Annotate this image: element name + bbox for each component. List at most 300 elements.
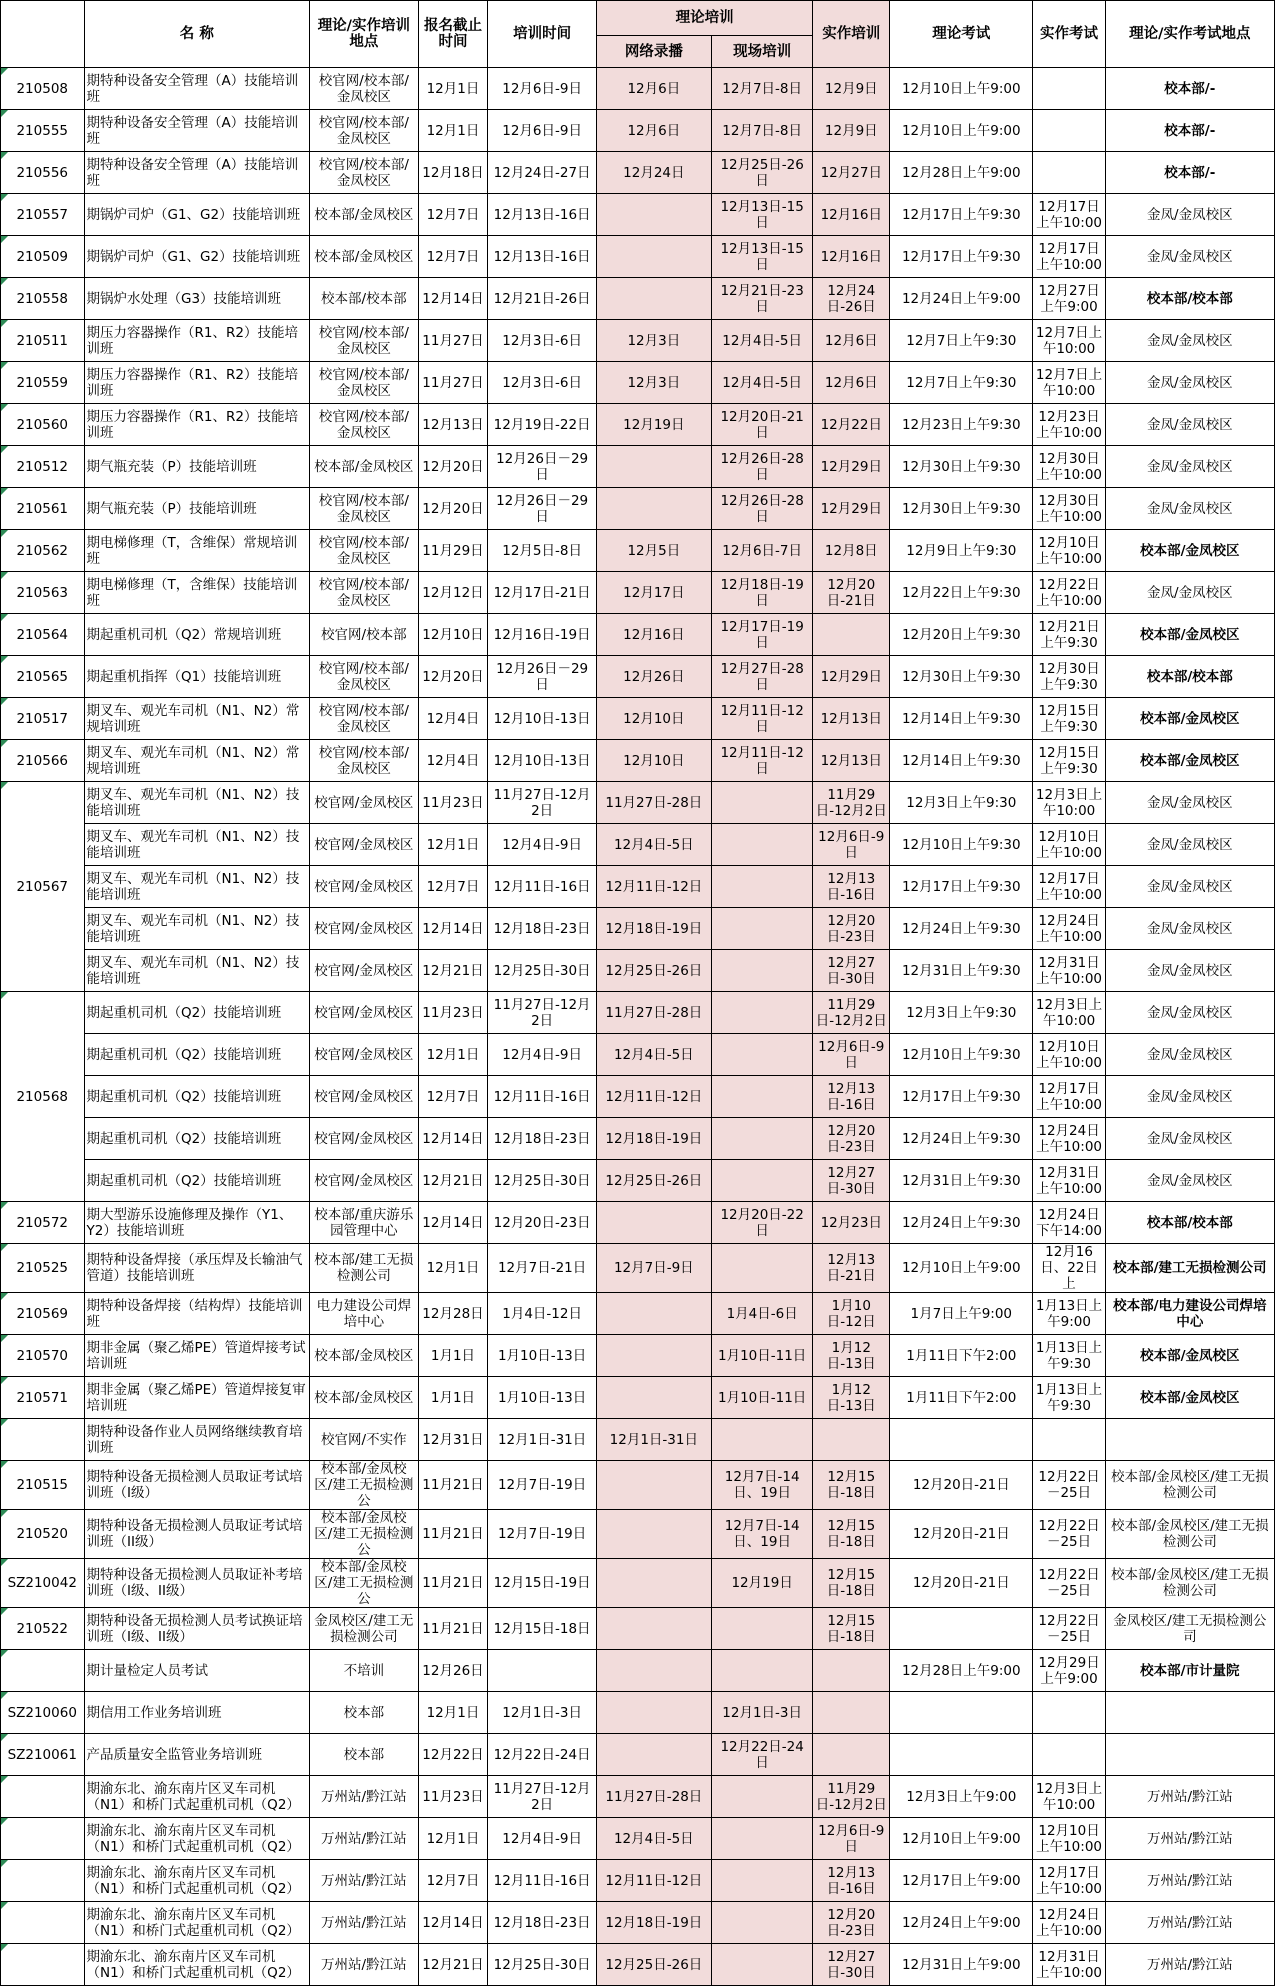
cell-location: 校本部/金凤校区 xyxy=(310,236,418,278)
cell-name: 期压力容器操作（R1、R2）技能培训班 xyxy=(84,362,310,404)
cell-practical: 12月15日-18日 xyxy=(813,1510,890,1559)
cell-theory-exam: 12月20日-21日 xyxy=(890,1461,1033,1510)
cell-code xyxy=(1,1650,85,1692)
cell-online xyxy=(596,1510,711,1559)
table-row xyxy=(1,1118,1275,1160)
cell-location: 万州站/黔江站 xyxy=(310,1776,418,1818)
cell-location: 校官网/金凤校区 xyxy=(310,1076,418,1118)
cell-name: 期电梯修理（T，含维保）技能培训班 xyxy=(84,572,310,614)
cell-practical-exam: 12月24日下午14:00 xyxy=(1033,1202,1105,1244)
table-row xyxy=(1,992,1275,1034)
cell-practical: 11月29日-12月2日 xyxy=(813,782,890,824)
cell-deadline: 12月21日 xyxy=(418,1944,488,1986)
cell-location: 校本部/金凤校区 xyxy=(310,194,418,236)
cell-theory-exam: 12月14日上午9:30 xyxy=(890,698,1033,740)
cell-online xyxy=(596,236,711,278)
cell-train-time: 12月3日-6日 xyxy=(488,320,596,362)
header-train-time: 培训时间 xyxy=(488,1,596,68)
cell-practical: 12月20日-23日 xyxy=(813,908,890,950)
cell-practical: 1月12日-13日 xyxy=(813,1335,890,1377)
cell-exam-location: 金凤/金凤校区 xyxy=(1105,1118,1274,1160)
cell-name: 期起重机司机（Q2）常规培训班 xyxy=(84,614,310,656)
table-row xyxy=(1,1734,1275,1776)
cell-practical: 12月16日 xyxy=(813,236,890,278)
cell-deadline: 12月1日 xyxy=(418,1692,488,1734)
cell-exam-location: 万州站/黔江站 xyxy=(1105,1944,1274,1986)
cell-exam-location: 校本部/校本部 xyxy=(1105,656,1274,698)
cell-code: SZ210060 xyxy=(1,1692,85,1734)
cell-name: 期叉车、观光车司机（N1、N2）常规培训班 xyxy=(84,740,310,782)
table-row xyxy=(1,656,1275,698)
cell-train-time: 12月3日-6日 xyxy=(488,362,596,404)
cell-train-time: 12月7日-19日 xyxy=(488,1461,596,1510)
cell-name: 期锅炉司炉（G1、G2）技能培训班 xyxy=(84,194,310,236)
cell-theory-exam: 12月17日上午9:30 xyxy=(890,236,1033,278)
cell-code xyxy=(1,1818,85,1860)
cell-practical-exam: 12月17日上午10:00 xyxy=(1033,1076,1105,1118)
cell-train-time: 12月26日－29日 xyxy=(488,488,596,530)
cell-theory-exam: 12月28日上午9:00 xyxy=(890,152,1033,194)
cell-online: 12月4日-5日 xyxy=(596,824,711,866)
cell-online: 12月10日 xyxy=(596,740,711,782)
cell-practical xyxy=(813,1734,890,1776)
cell-practical-exam: 12月29日上午9:00 xyxy=(1033,1650,1105,1692)
cell-online xyxy=(596,446,711,488)
table-row xyxy=(1,1860,1275,1902)
cell-location: 校本部/金凤校区/建工无损检测公 xyxy=(310,1461,418,1510)
cell-name: 期信用工作业务培训班 xyxy=(84,1692,310,1734)
cell-online: 12月3日 xyxy=(596,362,711,404)
cell-practical: 12月22日 xyxy=(813,404,890,446)
cell-location: 校本部 xyxy=(310,1734,418,1776)
table-row xyxy=(1,1377,1275,1419)
cell-train-time: 12月16日-19日 xyxy=(488,614,596,656)
cell-onsite: 12月18日-19日 xyxy=(711,572,813,614)
cell-name: 期大型游乐设施修理及操作（Y1、Y2）技能培训班 xyxy=(84,1202,310,1244)
cell-online: 11月27日-28日 xyxy=(596,1776,711,1818)
cell-online: 12月18日-19日 xyxy=(596,908,711,950)
cell-online xyxy=(596,1377,711,1419)
cell-exam-location xyxy=(1105,1419,1274,1461)
cell-theory-exam: 12月17日上午9:30 xyxy=(890,866,1033,908)
cell-online: 12月5日 xyxy=(596,530,711,572)
cell-onsite: 12月25日-26日 xyxy=(711,152,813,194)
cell-location: 金凤校区/建工无损检测公司 xyxy=(310,1608,418,1650)
cell-name: 期起重机司机（Q2）技能培训班 xyxy=(84,1034,310,1076)
cell-online: 12月25日-26日 xyxy=(596,1160,711,1202)
table-row xyxy=(1,782,1275,824)
cell-online: 12月18日-19日 xyxy=(596,1902,711,1944)
cell-onsite: 1月10日-11日 xyxy=(711,1377,813,1419)
cell-name: 期渝东北、渝东南片区叉车司机（N1）和桥门式起重机司机（Q2） xyxy=(84,1776,310,1818)
cell-online: 12月19日 xyxy=(596,404,711,446)
header-theory-training: 理论培训 xyxy=(596,1,813,36)
cell-practical-exam: 12月15日上午9:30 xyxy=(1033,740,1105,782)
cell-deadline: 11月21日 xyxy=(418,1461,488,1510)
cell-deadline: 12月4日 xyxy=(418,740,488,782)
cell-online: 12月17日 xyxy=(596,572,711,614)
cell-code: 210525 xyxy=(1,1244,85,1293)
cell-location: 校官网/校本部/金凤校区 xyxy=(310,488,418,530)
cell-theory-exam: 12月24日上午9:30 xyxy=(890,1202,1033,1244)
cell-train-time: 12月11日-16日 xyxy=(488,1076,596,1118)
cell-location: 万州站/黔江站 xyxy=(310,1860,418,1902)
cell-name: 期非金属（聚乙烯PE）管道焊接复审培训班 xyxy=(84,1377,310,1419)
cell-train-time: 11月27日-12月2日 xyxy=(488,782,596,824)
cell-practical-exam: 12月24日上午10:00 xyxy=(1033,908,1105,950)
cell-train-time: 1月10日-13日 xyxy=(488,1377,596,1419)
cell-theory-exam: 12月10日上午9:00 xyxy=(890,110,1033,152)
cell-online xyxy=(596,1335,711,1377)
cell-location: 校官网/校本部/金凤校区 xyxy=(310,320,418,362)
cell-name: 期起重机司机（Q2）技能培训班 xyxy=(84,1118,310,1160)
table-row xyxy=(1,446,1275,488)
cell-deadline: 12月14日 xyxy=(418,278,488,320)
cell-deadline: 12月1日 xyxy=(418,68,488,110)
cell-name: 期计量检定人员考试 xyxy=(84,1650,310,1692)
cell-practical: 12月29日 xyxy=(813,656,890,698)
cell-onsite: 1月10日-11日 xyxy=(711,1335,813,1377)
cell-exam-location: 万州站/黔江站 xyxy=(1105,1860,1274,1902)
cell-theory-exam: 12月17日上午9:30 xyxy=(890,1076,1033,1118)
cell-practical-exam: 12月30日上午10:00 xyxy=(1033,446,1105,488)
cell-practical-exam: 12月22日－25日 xyxy=(1033,1559,1105,1608)
cell-location: 校官网/金凤校区 xyxy=(310,824,418,866)
cell-location: 校官网/校本部/金凤校区 xyxy=(310,740,418,782)
cell-deadline: 12月21日 xyxy=(418,1160,488,1202)
cell-location: 万州站/黔江站 xyxy=(310,1944,418,1986)
cell-location: 校官网/金凤校区 xyxy=(310,782,418,824)
cell-code: 210568 xyxy=(1,992,85,1202)
cell-online xyxy=(596,278,711,320)
cell-deadline: 12月18日 xyxy=(418,152,488,194)
table-row xyxy=(1,320,1275,362)
cell-exam-location: 校本部/金凤校区 xyxy=(1105,614,1274,656)
cell-practical-exam: 12月16日、22日上 xyxy=(1033,1244,1105,1293)
cell-location: 校官网/校本部/金凤校区 xyxy=(310,68,418,110)
cell-deadline: 12月12日 xyxy=(418,572,488,614)
cell-deadline: 12月22日 xyxy=(418,1734,488,1776)
cell-practical-exam: 12月17日上午10:00 xyxy=(1033,194,1105,236)
cell-practical: 12月24日-26日 xyxy=(813,278,890,320)
cell-location: 校本部 xyxy=(310,1692,418,1734)
cell-code: 210571 xyxy=(1,1377,85,1419)
cell-location: 校官网/金凤校区 xyxy=(310,1034,418,1076)
cell-train-time: 11月27日-12月2日 xyxy=(488,992,596,1034)
cell-onsite xyxy=(711,1902,813,1944)
cell-theory-exam: 12月10日上午9:30 xyxy=(890,824,1033,866)
cell-code: 210562 xyxy=(1,530,85,572)
cell-deadline: 12月31日 xyxy=(418,1419,488,1461)
cell-onsite: 12月7日-14日、19日 xyxy=(711,1510,813,1559)
cell-practical-exam: 12月22日上午10:00 xyxy=(1033,572,1105,614)
table-row xyxy=(1,572,1275,614)
cell-deadline: 12月1日 xyxy=(418,1818,488,1860)
table-row xyxy=(1,1692,1275,1734)
cell-exam-location: 金凤/金凤校区 xyxy=(1105,992,1274,1034)
cell-exam-location: 校本部/- xyxy=(1105,68,1274,110)
cell-train-time: 12月4日-9日 xyxy=(488,1818,596,1860)
cell-online: 12月7日-9日 xyxy=(596,1244,711,1293)
cell-train-time: 12月19日-22日 xyxy=(488,404,596,446)
cell-theory-exam: 12月10日上午9:00 xyxy=(890,1818,1033,1860)
table-row xyxy=(1,698,1275,740)
cell-practical: 12月9日 xyxy=(813,68,890,110)
cell-deadline: 11月27日 xyxy=(418,320,488,362)
cell-location: 校官网/校本部/金凤校区 xyxy=(310,656,418,698)
cell-train-time xyxy=(488,1650,596,1692)
cell-train-time: 12月15日-18日 xyxy=(488,1608,596,1650)
cell-onsite xyxy=(711,992,813,1034)
table-row xyxy=(1,1608,1275,1650)
cell-exam-location: 校本部/市计量院 xyxy=(1105,1650,1274,1692)
cell-practical-exam: 12月3日上午10:00 xyxy=(1033,1776,1105,1818)
table-row xyxy=(1,1559,1275,1608)
cell-train-time: 12月18日-23日 xyxy=(488,1902,596,1944)
cell-train-time: 12月24日-27日 xyxy=(488,152,596,194)
cell-onsite: 12月27日-28日 xyxy=(711,656,813,698)
cell-code: 210511 xyxy=(1,320,85,362)
cell-practical-exam xyxy=(1033,1419,1105,1461)
cell-onsite xyxy=(711,1118,813,1160)
cell-train-time: 12月1日-3日 xyxy=(488,1692,596,1734)
cell-location: 校本部/金凤校区/建工无损检测公 xyxy=(310,1510,418,1559)
cell-onsite: 12月22日-24日 xyxy=(711,1734,813,1776)
cell-theory-exam: 12月22日上午9:30 xyxy=(890,572,1033,614)
cell-location: 校本部/金凤校区 xyxy=(310,1377,418,1419)
table-row xyxy=(1,530,1275,572)
cell-practical-exam: 12月24日上午10:00 xyxy=(1033,1902,1105,1944)
table-row xyxy=(1,1293,1275,1335)
cell-practical: 11月29日-12月2日 xyxy=(813,1776,890,1818)
cell-deadline: 12月4日 xyxy=(418,698,488,740)
cell-theory-exam: 12月24日上午9:30 xyxy=(890,908,1033,950)
cell-location: 校本部/金凤校区 xyxy=(310,446,418,488)
cell-practical-exam xyxy=(1033,1734,1105,1776)
cell-practical: 1月12日-13日 xyxy=(813,1377,890,1419)
cell-onsite xyxy=(711,1944,813,1986)
table-row xyxy=(1,1510,1275,1559)
cell-name: 期气瓶充装（P）技能培训班 xyxy=(84,446,310,488)
cell-practical: 12月20日-23日 xyxy=(813,1118,890,1160)
cell-theory-exam: 12月20日-21日 xyxy=(890,1559,1033,1608)
table-row xyxy=(1,110,1275,152)
cell-train-time: 12月15日-19日 xyxy=(488,1559,596,1608)
cell-train-time: 12月10日-13日 xyxy=(488,698,596,740)
cell-train-time: 12月4日-9日 xyxy=(488,1034,596,1076)
cell-onsite xyxy=(711,866,813,908)
cell-exam-location: 校本部/金凤校区 xyxy=(1105,698,1274,740)
cell-code: 210560 xyxy=(1,404,85,446)
cell-location: 校本部/重庆游乐园管理中心 xyxy=(310,1202,418,1244)
cell-location: 校官网/校本部/金凤校区 xyxy=(310,362,418,404)
cell-location: 校官网/校本部/金凤校区 xyxy=(310,572,418,614)
table-row xyxy=(1,1776,1275,1818)
table-row xyxy=(1,152,1275,194)
cell-exam-location: 校本部/校本部 xyxy=(1105,278,1274,320)
table-row xyxy=(1,824,1275,866)
cell-theory-exam xyxy=(890,1419,1033,1461)
cell-onsite: 12月20日-22日 xyxy=(711,1202,813,1244)
cell-practical-exam: 12月23日上午10:00 xyxy=(1033,404,1105,446)
cell-exam-location: 万州站/黔江站 xyxy=(1105,1902,1274,1944)
cell-theory-exam: 12月24日上午9:30 xyxy=(890,1118,1033,1160)
cell-practical xyxy=(813,1692,890,1734)
cell-theory-exam: 12月30日上午9:30 xyxy=(890,446,1033,488)
cell-code: 210563 xyxy=(1,572,85,614)
cell-practical-exam: 12月7日上午10:00 xyxy=(1033,362,1105,404)
table-row xyxy=(1,362,1275,404)
cell-deadline: 11月21日 xyxy=(418,1510,488,1559)
cell-exam-location: 金凤/金凤校区 xyxy=(1105,404,1274,446)
cell-code xyxy=(1,1860,85,1902)
cell-location: 万州站/黔江站 xyxy=(310,1818,418,1860)
cell-name: 期叉车、观光车司机（N1、N2）技能培训班 xyxy=(84,824,310,866)
cell-practical-exam: 12月10日上午10:00 xyxy=(1033,530,1105,572)
cell-name: 期叉车、观光车司机（N1、N2）技能培训班 xyxy=(84,908,310,950)
cell-name: 期起重机司机（Q2）技能培训班 xyxy=(84,1160,310,1202)
cell-practical xyxy=(813,614,890,656)
cell-name: 期压力容器操作（R1、R2）技能培训班 xyxy=(84,404,310,446)
table-row xyxy=(1,1818,1275,1860)
cell-online: 12月1日-31日 xyxy=(596,1419,711,1461)
cell-train-time: 12月6日-9日 xyxy=(488,110,596,152)
cell-exam-location xyxy=(1105,1692,1274,1734)
cell-practical: 12月13日-16日 xyxy=(813,1860,890,1902)
cell-practical-exam: 12月3日上午10:00 xyxy=(1033,782,1105,824)
cell-code: 210567 xyxy=(1,782,85,992)
cell-exam-location: 金凤/金凤校区 xyxy=(1105,320,1274,362)
header-deadline: 报名截止时间 xyxy=(418,1,488,68)
cell-exam-location: 校本部/金凤校区 xyxy=(1105,1377,1274,1419)
table-row xyxy=(1,950,1275,992)
cell-name: 期特种设备无损检测人员取证考试培训班（II级） xyxy=(84,1510,310,1559)
cell-onsite xyxy=(711,1650,813,1692)
cell-exam-location: 校本部/电力建设公司焊培中心 xyxy=(1105,1293,1274,1335)
cell-train-time: 12月22日-24日 xyxy=(488,1734,596,1776)
cell-exam-location: 金凤/金凤校区 xyxy=(1105,782,1274,824)
cell-theory-exam: 12月20日上午9:30 xyxy=(890,614,1033,656)
cell-train-time: 12月25日-30日 xyxy=(488,1160,596,1202)
header-onsite: 现场培训 xyxy=(711,36,813,68)
cell-practical: 12月6日 xyxy=(813,362,890,404)
cell-practical: 12月13日-16日 xyxy=(813,866,890,908)
cell-online xyxy=(596,1559,711,1608)
cell-train-time: 12月26日－29日 xyxy=(488,446,596,488)
cell-train-time: 12月7日-19日 xyxy=(488,1510,596,1559)
cell-exam-location: 金凤/金凤校区 xyxy=(1105,824,1274,866)
cell-deadline: 1月1日 xyxy=(418,1377,488,1419)
cell-onsite: 12月7日-8日 xyxy=(711,68,813,110)
cell-practical xyxy=(813,1650,890,1692)
cell-practical: 12月6日 xyxy=(813,320,890,362)
cell-practical-exam xyxy=(1033,110,1105,152)
cell-train-time: 11月27日-12月2日 xyxy=(488,1776,596,1818)
cell-train-time: 12月18日-23日 xyxy=(488,908,596,950)
cell-deadline: 12月7日 xyxy=(418,1860,488,1902)
cell-online xyxy=(596,194,711,236)
cell-code: 210572 xyxy=(1,1202,85,1244)
cell-onsite: 12月7日-8日 xyxy=(711,110,813,152)
schedule-body xyxy=(1,68,1275,1986)
table-row xyxy=(1,1902,1275,1944)
cell-code: 210517 xyxy=(1,698,85,740)
cell-practical: 12月15日-18日 xyxy=(813,1461,890,1510)
cell-practical: 12月13日-16日 xyxy=(813,1076,890,1118)
cell-location: 校本部/金凤校区/建工无损检测公 xyxy=(310,1559,418,1608)
cell-online: 12月18日-19日 xyxy=(596,1118,711,1160)
cell-train-time: 12月5日-8日 xyxy=(488,530,596,572)
cell-onsite xyxy=(711,950,813,992)
cell-location: 电力建设公司焊培中心 xyxy=(310,1293,418,1335)
table-row xyxy=(1,236,1275,278)
cell-code: 210561 xyxy=(1,488,85,530)
cell-online: 12月25日-26日 xyxy=(596,950,711,992)
cell-exam-location: 金凤/金凤校区 xyxy=(1105,446,1274,488)
header-exam-location: 理论/实作考试地点 xyxy=(1105,1,1274,68)
cell-name: 期特种设备无损检测人员取证补考培训班（I级、II级） xyxy=(84,1559,310,1608)
cell-name: 期起重机司机（Q2）技能培训班 xyxy=(84,1076,310,1118)
cell-theory-exam: 12月17日上午9:30 xyxy=(890,194,1033,236)
cell-deadline: 12月7日 xyxy=(418,236,488,278)
cell-online xyxy=(596,1692,711,1734)
cell-online: 12月10日 xyxy=(596,698,711,740)
cell-exam-location: 校本部/金凤校区/建工无损检测公司 xyxy=(1105,1510,1274,1559)
table-row xyxy=(1,1160,1275,1202)
cell-exam-location: 金凤/金凤校区 xyxy=(1105,236,1274,278)
cell-train-time: 12月20日-23日 xyxy=(488,1202,596,1244)
cell-train-time: 12月25日-30日 xyxy=(488,1944,596,1986)
cell-name: 期特种设备安全管理（A）技能培训班 xyxy=(84,110,310,152)
cell-practical: 12月9日 xyxy=(813,110,890,152)
cell-practical: 12月15日-18日 xyxy=(813,1559,890,1608)
cell-code: 210570 xyxy=(1,1335,85,1377)
cell-theory-exam xyxy=(890,1608,1033,1650)
cell-deadline: 11月29日 xyxy=(418,530,488,572)
cell-practical-exam: 12月10日上午10:00 xyxy=(1033,824,1105,866)
cell-code: 210512 xyxy=(1,446,85,488)
cell-onsite: 12月1日-3日 xyxy=(711,1692,813,1734)
cell-deadline: 12月14日 xyxy=(418,1902,488,1944)
cell-deadline: 12月20日 xyxy=(418,488,488,530)
cell-onsite: 12月17日-19日 xyxy=(711,614,813,656)
cell-code: 210509 xyxy=(1,236,85,278)
cell-practical: 12月20日-21日 xyxy=(813,572,890,614)
cell-name: 期特种设备无损检测人员考试换证培训班（I级、II级） xyxy=(84,1608,310,1650)
cell-deadline: 11月21日 xyxy=(418,1608,488,1650)
table-row xyxy=(1,1650,1275,1692)
cell-theory-exam: 12月14日上午9:30 xyxy=(890,740,1033,782)
cell-theory-exam: 12月10日上午9:00 xyxy=(890,68,1033,110)
cell-deadline: 12月10日 xyxy=(418,614,488,656)
cell-train-time: 12月11日-16日 xyxy=(488,1860,596,1902)
cell-onsite xyxy=(711,1076,813,1118)
cell-practical-exam: 12月22日－25日 xyxy=(1033,1510,1105,1559)
cell-onsite: 12月13日-15日 xyxy=(711,236,813,278)
cell-theory-exam: 12月20日-21日 xyxy=(890,1510,1033,1559)
cell-name: 期渝东北、渝东南片区叉车司机（N1）和桥门式起重机司机（Q2） xyxy=(84,1860,310,1902)
cell-deadline: 12月1日 xyxy=(418,824,488,866)
cell-code: 210515 xyxy=(1,1461,85,1510)
cell-onsite: 12月11日-12日 xyxy=(711,698,813,740)
cell-onsite: 1月4日-6日 xyxy=(711,1293,813,1335)
cell-theory-exam: 12月17日上午9:00 xyxy=(890,1860,1033,1902)
cell-online: 12月25日-26日 xyxy=(596,1944,711,1986)
cell-name: 期气瓶充装（P）技能培训班 xyxy=(84,488,310,530)
cell-deadline: 12月1日 xyxy=(418,1244,488,1293)
table-row xyxy=(1,908,1275,950)
cell-onsite xyxy=(711,1776,813,1818)
